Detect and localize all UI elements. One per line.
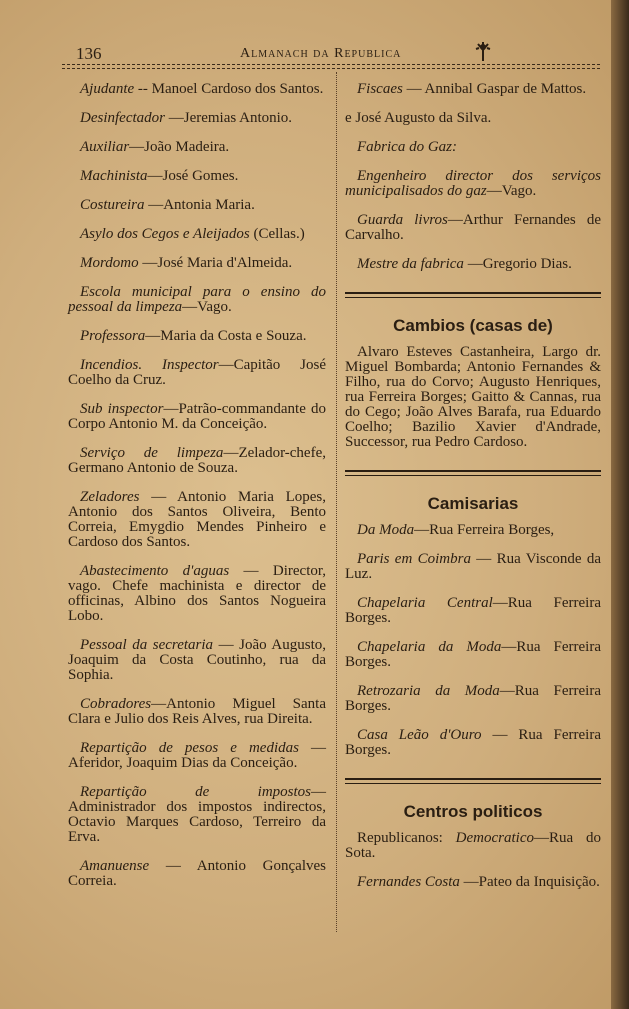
directory-entry: Pessoal da secretaria — João Augusto, Joaquim da Costa Coutinho, rua da Sophia. [68,637,326,683]
directory-entry: Chapelaria da Moda—Rua Ferreira Borges. [345,639,601,670]
page-number: 136 [76,44,102,63]
book-spine-edge [611,0,629,1009]
section-rule [345,778,601,784]
directory-entry: Incendios. Inspector—Capitão José Coelho da Cruz. [68,357,326,388]
directory-entry: Desinfectador —Jeremias Antonio. [80,110,293,126]
subsection-heading: Fabrica do Gaz: [357,139,457,155]
directory-entry: Repartição de impostos— Administrador dos impostos indirectos, Octavio Marques Cardoso, Terreiro da Erva. [68,784,326,845]
directory-entry: Fiscaes — Annibal Gaspar de Mattos. [357,81,587,97]
header-rule [62,64,600,69]
section-title-camisarias: Camisarias [427,494,519,513]
directory-entry: Engenheiro director dos serviços municipalisados do gaz—Vago. [345,168,601,199]
directory-entry: Retrozaria da Moda—Rua Ferreira Borges. [345,683,601,714]
left-column [68,82,326,903]
directory-entry: Amanuense — Antonio Gonçalves Correia. [68,858,326,889]
directory-entry: Mordomo —José Maria d'Almeida. [80,255,293,271]
right-column [345,82,601,904]
directory-entry: Paris em Coimbra — Rua Visconde da Luz. [345,551,601,582]
directory-entry: Mestre da fabrica —Gregorio Dias. [357,256,572,272]
directory-entry: Repartição de pesos e medidas — Aferidor, Joaquim Dias da Conceição. [68,740,327,771]
directory-entry: Machinista—José Gomes. [80,168,239,184]
directory-entry: Costureira —Antonia Maria. [80,197,255,213]
directory-entry: Serviço de limpeza—Zelador-chefe, Germano Antonio de Souza. [68,445,326,476]
column-divider [336,72,337,932]
directory-entry: Guarda livros—Arthur Fernandes de Carvalho. [345,212,601,243]
directory-entry: Cobradores—Antonio Miguel Santa Clara e Julio dos Reis Alves, rua Direita. [68,696,326,727]
directory-entry: Asylo dos Cegos e Aleijados (Cellas.) [80,226,305,242]
directory-entry: Professora—Maria da Costa e Souza. [80,328,307,344]
directory-entry: Fernandes Costa —Pateo da Inquisição. [357,874,600,890]
section-title-cambios: Cambios (casas de) [393,316,553,335]
directory-entry: Auxiliar—João Madeira. [80,139,230,155]
directory-entry: Sub inspector—Patrão-commandante do Corpo Antonio M. da Conceição. [68,401,326,432]
directory-entry: e José Augusto da Silva. [345,110,492,126]
directory-entry: Zeladores — Antonio Maria Lopes, Antonio dos Santos Oliveira, Bento Correia, Emygdio Mendes Pinheiro e Cardoso dos Santos. [68,489,326,550]
section-title-centros: Centros politicos [403,802,543,821]
running-title: Almanach da Republica [240,46,402,61]
directory-entry: Republicanos: Democratico—Rua do Sota. [345,830,601,861]
directory-entry: Da Moda—Rua Ferreira Borges, [357,522,555,538]
thistle-ornament-icon [474,40,492,62]
cambios-text: Alvaro Esteves Castanheira, Largo dr. Miguel Bombarda; Antonio Fernandes & Filho, rua do Corvo; Augusto Henriques, rua Ferreira Borges; Gaitto & Cannas, rua do Cego; João Alves Barafa, rua Eduardo Coelho; Bazilio Xavier d'Andrade, Successor, rua Pedro Cardoso. [345,344,601,450]
directory-entry: Ajudante -- Manoel Cardoso dos Santos. [80,81,324,97]
page-header [62,40,600,64]
directory-entry: Chapelaria Central—Rua Ferreira Borges. [345,595,601,626]
section-rule [345,292,601,298]
directory-entry: Casa Leão d'Ouro — Rua Ferreira Borges. [345,727,601,758]
directory-entry: Escola municipal para o ensino do pessoal da limpeza—Vago. [68,284,326,315]
section-rule [345,470,601,476]
directory-entry: Abastecimento d'aguas — Director, vago. Chefe machinista e director de officinas, Albino dos Santos Nogueira Lobo. [68,563,327,624]
